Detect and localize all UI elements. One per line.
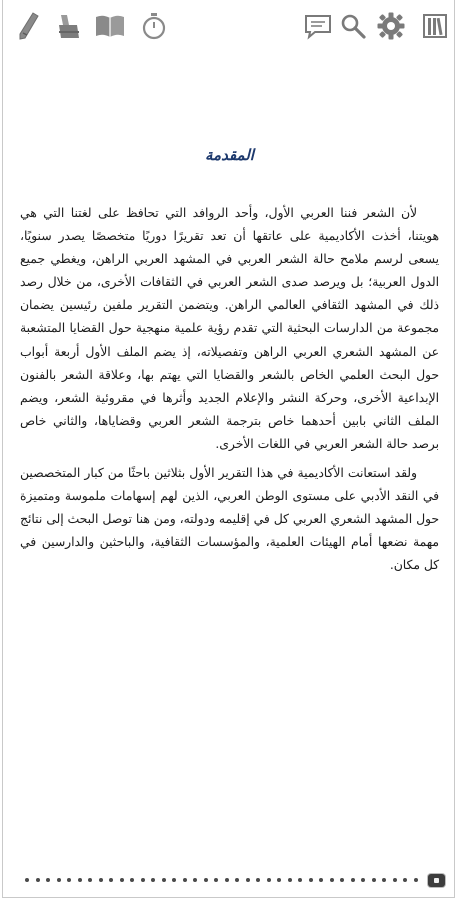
page-dot[interactable] bbox=[78, 878, 82, 882]
reader-toolbar bbox=[0, 0, 459, 52]
page-dot[interactable] bbox=[277, 878, 281, 882]
page-dot[interactable] bbox=[246, 878, 250, 882]
page-dot[interactable] bbox=[172, 878, 176, 882]
page-dot[interactable] bbox=[414, 878, 418, 882]
page-dot[interactable] bbox=[403, 878, 407, 882]
page-dot[interactable] bbox=[141, 878, 145, 882]
page-dot[interactable] bbox=[298, 878, 302, 882]
page-dots[interactable] bbox=[25, 878, 428, 882]
page-dot[interactable] bbox=[130, 878, 134, 882]
page-scrubber-thumb[interactable] bbox=[428, 874, 445, 887]
page-scrubber[interactable] bbox=[25, 868, 445, 892]
page-dot[interactable] bbox=[57, 878, 61, 882]
timer-icon[interactable] bbox=[138, 10, 170, 42]
page-dot[interactable] bbox=[235, 878, 239, 882]
page-dot[interactable] bbox=[351, 878, 355, 882]
page-dot[interactable] bbox=[151, 878, 155, 882]
page-dot[interactable] bbox=[67, 878, 71, 882]
page-dot[interactable] bbox=[109, 878, 113, 882]
page-dot[interactable] bbox=[88, 878, 92, 882]
page-dot[interactable] bbox=[393, 878, 397, 882]
page-dot[interactable] bbox=[319, 878, 323, 882]
page-dot[interactable] bbox=[214, 878, 218, 882]
gear-icon[interactable] bbox=[375, 10, 407, 42]
page-dot[interactable] bbox=[46, 878, 50, 882]
page-dot[interactable] bbox=[330, 878, 334, 882]
page-dot[interactable] bbox=[183, 878, 187, 882]
page-dot[interactable] bbox=[120, 878, 124, 882]
page-dot[interactable] bbox=[288, 878, 292, 882]
page-dot[interactable] bbox=[267, 878, 271, 882]
page-dot[interactable] bbox=[36, 878, 40, 882]
page-dot[interactable] bbox=[372, 878, 376, 882]
chapter-body bbox=[20, 202, 439, 580]
page-dot[interactable] bbox=[225, 878, 229, 882]
page-dot[interactable] bbox=[193, 878, 197, 882]
chapter-title: المقدمة bbox=[205, 146, 254, 164]
paragraph: لأن الشعر فننا العربي الأول، وأحد الروافد التي تحافظ على لغتنا التي هي هويتنا، أخذت الأكاديمية على عاتقها أن تعد تقريرًا دوريًا متخصصًا يصدر سنويًا، يسعى لرسم ملامح حالة الشعر العربي في المشهد العربي الراهن، ويغطي جميع الدول العربية؛ بل ويرصد صدى الشعر العربي في الثقافات الأخرى، من خلال رصد ذلك في المشهد الثقافي العالمي الراهن. ويتضمن التقرير ملفين رئيسين يضمان مجموعة من الدارسات البحثية التي تقدم رؤية علمية منهجية حول القضايا المتشعبة عن المشهد الشعري العربي الراهن وتفصيلاته، إذ يضم الملف الأول أربعة أبواب حول البحث العلمي الخاص بالشعر والقضايا التي يهتم بها، وعلاقة الشعر بالفنون الإبداعية الأخرى، وحركة النشر والإعلام الجديد وأثرها في مقروئية الشعر، ويضم الملف الثاني بابين أحدهما خاص بترجمة الشعر العربي وقضاياها، والثاني خاص برصد حالة الشعر العربي في اللغات الأخرى. bbox=[20, 206, 439, 451]
page-dot[interactable] bbox=[25, 878, 29, 882]
page-dot[interactable] bbox=[256, 878, 260, 882]
page-dot[interactable] bbox=[99, 878, 103, 882]
page-dot[interactable] bbox=[340, 878, 344, 882]
page-dot[interactable] bbox=[361, 878, 365, 882]
library-icon[interactable] bbox=[419, 10, 451, 42]
paragraph: ولقد استعانت الأكاديمية في هذا التقرير الأول بثلاثين باحثًا من كبار المتخصصين في النقد الأدبي على مستوى الوطن العربي، الذين لهم إسهامات ملموسة ومتميزة حول المشهد الشعري العربي كل في إقليمه ودولته، ومن هنا توصل البحث إلى نتائج مهمة نضعها أمام الهيئات العلمية، والمؤسسات الثقافية، والباحثين والدارسين في كل مكان. bbox=[20, 466, 439, 573]
page-dot[interactable] bbox=[309, 878, 313, 882]
page-dot[interactable] bbox=[204, 878, 208, 882]
highlighter-icon[interactable] bbox=[54, 10, 86, 42]
search-icon[interactable] bbox=[337, 10, 369, 42]
chat-icon[interactable] bbox=[302, 10, 334, 42]
pen-icon[interactable] bbox=[13, 10, 45, 42]
book-icon[interactable] bbox=[94, 10, 126, 42]
page-dot[interactable] bbox=[382, 878, 386, 882]
page-dot[interactable] bbox=[162, 878, 166, 882]
